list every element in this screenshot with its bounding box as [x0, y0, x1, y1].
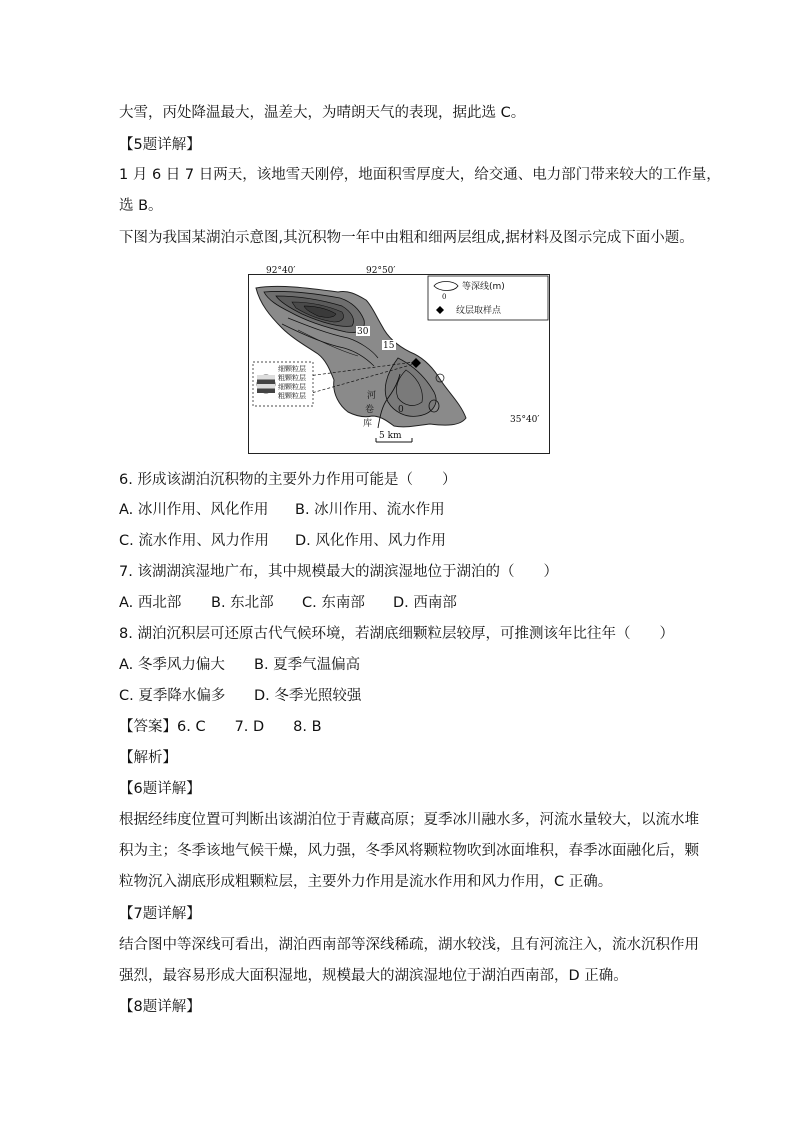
option-7d: D. 西南部: [393, 595, 457, 611]
paragraph-line: 结合图中等深线可看出，湖泊西南部等深线稀疏，湖水较浅，且有河流注入，流水沉积作用: [119, 937, 699, 953]
latitude-bottom: 35°40′: [510, 415, 540, 425]
section-heading-7: 【7题详解】: [119, 906, 201, 922]
depth-label-30: 30: [357, 327, 369, 337]
option-7a: A. 西北部: [119, 595, 182, 611]
question-8: 8. 湖泊沉积层可还原古代气候环境，若湖底细颗粒层较厚，可推测该年比往年（ ）: [119, 626, 674, 642]
paragraph-line: 强烈，最容易形成大面积湿地，规模最大的湖滨湿地位于湖泊西南部，D 正确。: [119, 968, 628, 984]
paragraph-line: 根据经纬度位置可判断出该湖泊位于青藏高原；夏季冰川融水多，河流水量较大，以流水堆: [119, 812, 699, 828]
section-heading-6: 【6题详解】: [119, 781, 201, 797]
river-label: 卷: [365, 405, 375, 415]
option-8c: C. 夏季降水偏多: [119, 688, 226, 704]
paragraph-line: 粒物沉入湖底形成粗颗粒层，主要外力作用是流水作用和风力作用，C 正确。: [119, 874, 613, 890]
depth-label-15: 15: [383, 341, 395, 351]
layer-label: 粗颗粒层: [278, 374, 306, 382]
question-6: 6. 形成该湖泊沉积物的主要外力作用可能是（ ）: [119, 472, 457, 488]
option-6d: D. 风化作用、风力作用: [295, 533, 446, 549]
paragraph-line: 1 月 6 日 7 日两天，该地雪天刚停，地面积雪厚度大，给交通、电力部门带来较大的工作量，: [119, 167, 721, 183]
lake-map-figure: [248, 266, 550, 454]
option-6c: C. 流水作用、风力作用: [119, 533, 269, 549]
layer-label: 粗颗粒层: [278, 392, 306, 400]
option-7b: B. 东北部: [211, 595, 274, 611]
scale-label: 5 km: [379, 431, 402, 441]
layer-label: 细颗粒层: [278, 383, 306, 391]
option-7c: C. 东南部: [302, 595, 365, 611]
legend-sample-label: 纹层取样点: [456, 306, 502, 316]
layer-label: 细颗粒层: [278, 365, 306, 373]
option-8b: B. 夏季气温偏高: [254, 657, 361, 673]
answer-line: 【答案】6. C 7. D 8. B: [119, 719, 322, 735]
figure-intro: 下图为我国某湖泊示意图,其沉积物一年中由粗和细两层组成,据材料及图示完成下面小题。: [119, 230, 694, 246]
river-label: 库: [363, 419, 373, 429]
river-label: 河: [367, 391, 377, 401]
paragraph-line: 大雪，丙处降温最大，温差大，为晴朗天气的表现，据此选 C。: [119, 105, 526, 121]
longitude-left: 92°40′: [266, 266, 296, 276]
analysis-heading: 【解析】: [119, 750, 177, 766]
option-6a: A. 冰川作用、风化作用: [119, 502, 269, 518]
paragraph-line: 选 B。: [119, 198, 163, 214]
option-8a: A. 冬季风力偏大: [119, 657, 225, 673]
depth-label-0: 0: [398, 405, 404, 415]
section-heading-8: 【8题详解】: [119, 999, 201, 1015]
option-8d: D. 冬季光照较强: [254, 688, 362, 704]
section-heading-5: 【5题详解】: [119, 137, 201, 153]
legend-isobath-label: 等深线(m): [462, 282, 505, 292]
paragraph-line: 积为主；冬季该地气候干燥，风力强，冬季风将颗粒物吹到冰面堆积，春季冰面融化后，颗: [119, 843, 699, 859]
longitude-right: 92°50′: [366, 266, 396, 276]
option-6b: B. 冰川作用、流水作用: [295, 502, 445, 518]
question-7: 7. 该湖湖滨湿地广布，其中规模最大的湖滨湿地位于湖泊的（ ）: [119, 564, 558, 580]
svg-text:0: 0: [442, 293, 447, 301]
